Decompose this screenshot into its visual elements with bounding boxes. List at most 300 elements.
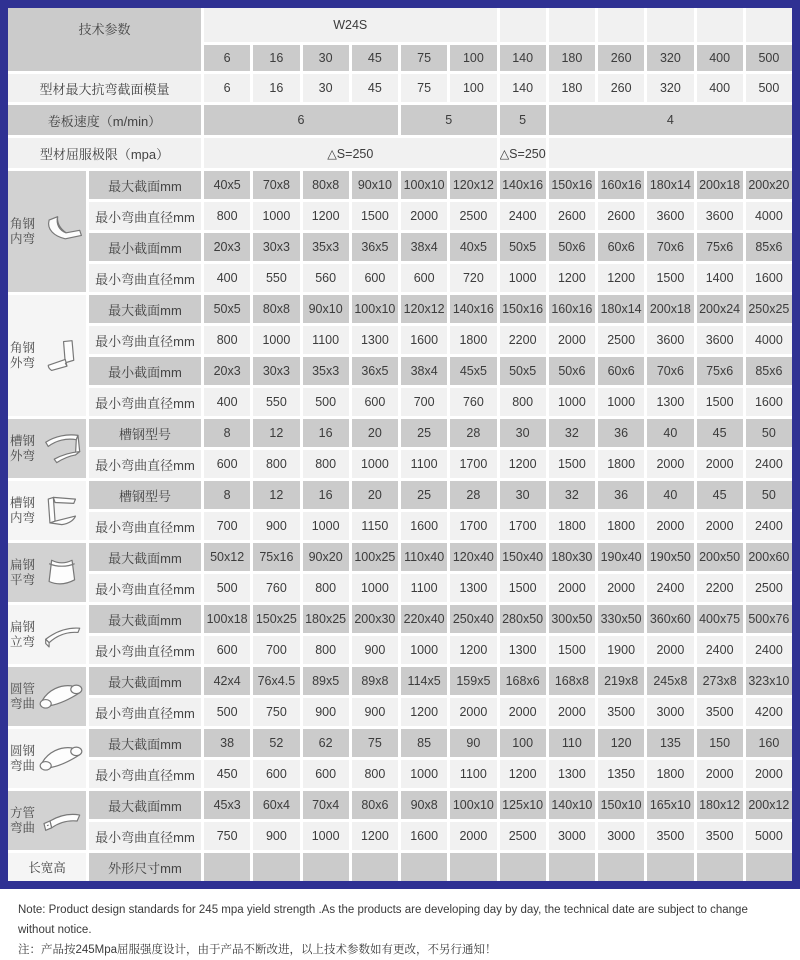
data-cell: 1200 xyxy=(549,264,595,292)
section-label-line: 外弯 xyxy=(9,355,35,370)
data-cell: 85x6 xyxy=(746,233,792,261)
data-cell: 90x8 xyxy=(401,791,447,819)
data-cell: 250x40 xyxy=(450,605,496,633)
data-cell: 75 xyxy=(401,74,447,102)
data-cell: 150x40 xyxy=(500,543,546,571)
data-cell: 100x10 xyxy=(450,791,496,819)
data-cell: 30x3 xyxy=(253,233,299,261)
data-cell: 3500 xyxy=(647,822,693,850)
data-cell: 3500 xyxy=(697,822,743,850)
data-cell: 1600 xyxy=(401,512,447,540)
data-cell xyxy=(253,853,299,881)
data-cell: 1500 xyxy=(352,202,398,230)
data-cell: 100 xyxy=(450,74,496,102)
model-size-cell: 500 xyxy=(746,45,792,71)
span-cell: 6 xyxy=(204,105,398,135)
data-cell: 400 xyxy=(204,264,250,292)
data-cell: 28 xyxy=(450,481,496,509)
data-cell: 70x4 xyxy=(303,791,349,819)
data-cell: 140 xyxy=(500,74,546,102)
header-empty-cell xyxy=(697,8,743,42)
data-cell: 1500 xyxy=(647,264,693,292)
data-cell: 190x50 xyxy=(647,543,693,571)
data-cell: 168x6 xyxy=(500,667,546,695)
channel-outer-bend-icon xyxy=(38,432,84,466)
row-header: 最大截面mm xyxy=(89,295,201,323)
data-cell xyxy=(746,853,792,881)
data-cell: 2200 xyxy=(500,326,546,354)
notes xyxy=(0,889,800,960)
data-cell: 200x12 xyxy=(746,791,792,819)
span-cell: △S=250 xyxy=(204,138,497,168)
data-cell: 89x5 xyxy=(303,667,349,695)
data-cell: 30x3 xyxy=(253,357,299,385)
data-cell: 165x10 xyxy=(647,791,693,819)
data-cell: 32 xyxy=(549,419,595,447)
data-cell: 2500 xyxy=(500,822,546,850)
data-cell: 2000 xyxy=(647,450,693,478)
section-label-line: 平弯 xyxy=(9,572,35,587)
data-cell: 800 xyxy=(352,760,398,788)
data-cell: 3600 xyxy=(697,202,743,230)
data-cell: 900 xyxy=(303,698,349,726)
section-label xyxy=(10,434,35,464)
data-cell: 750 xyxy=(253,698,299,726)
data-cell: 1800 xyxy=(647,760,693,788)
data-cell: 3500 xyxy=(598,698,644,726)
data-cell: 75x16 xyxy=(253,543,299,571)
section-round-pipe-bend xyxy=(8,667,86,726)
data-cell: 150x16 xyxy=(549,171,595,199)
data-cell: 1300 xyxy=(549,760,595,788)
data-cell: 12 xyxy=(253,481,299,509)
data-cell: 200x18 xyxy=(647,295,693,323)
data-cell: 1800 xyxy=(450,326,496,354)
note-zh: 注：产品按245Mpa屈服强度设计，由于产品不断改进，以上技术参数如有更改，不另行通知！ xyxy=(18,944,497,957)
data-cell: 2000 xyxy=(500,698,546,726)
section-label xyxy=(10,496,35,526)
data-cell: 600 xyxy=(204,450,250,478)
header-empty-cell xyxy=(500,8,546,42)
section-label-line: 槽钢 xyxy=(9,495,35,510)
data-cell: 50x6 xyxy=(549,233,595,261)
data-cell: 400 xyxy=(204,388,250,416)
data-cell: 2500 xyxy=(598,326,644,354)
data-cell: 2500 xyxy=(450,202,496,230)
section-label xyxy=(10,558,35,588)
data-cell: 1000 xyxy=(598,388,644,416)
data-cell: 32 xyxy=(549,481,595,509)
data-cell: 70x6 xyxy=(647,357,693,385)
data-cell: 1600 xyxy=(746,264,792,292)
data-cell: 180x14 xyxy=(598,295,644,323)
data-cell: 4000 xyxy=(746,202,792,230)
section-label-line: 扁钢 xyxy=(9,619,35,634)
header-empty-cell xyxy=(549,8,595,42)
data-cell: 120x40 xyxy=(450,543,496,571)
section-angle-outer-bend xyxy=(8,295,86,416)
data-cell: 38 xyxy=(204,729,250,757)
data-cell: 50x12 xyxy=(204,543,250,571)
section-channel-outer-bend xyxy=(8,419,86,478)
data-cell: 1200 xyxy=(352,822,398,850)
data-cell xyxy=(598,853,644,881)
flat-steel-flat-bend-icon xyxy=(38,556,84,590)
header-param-label: 技术参数 xyxy=(8,8,201,71)
model-size-cell: 140 xyxy=(500,45,546,71)
data-cell: 323x10 xyxy=(746,667,792,695)
model-size-cell: 320 xyxy=(647,45,693,71)
data-cell: 90x20 xyxy=(303,543,349,571)
data-cell: 70x8 xyxy=(253,171,299,199)
data-cell: 1500 xyxy=(549,450,595,478)
data-cell: 2000 xyxy=(647,512,693,540)
model-size-cell: 16 xyxy=(253,45,299,71)
span-cell: 5 xyxy=(401,105,497,135)
data-cell: 900 xyxy=(253,512,299,540)
note-en: Note: Product design standards for 245 mpa yield strength .As the products are developing day by day, the technical date are subject to change without notice. xyxy=(18,904,748,937)
data-cell: 80x6 xyxy=(352,791,398,819)
data-cell: 36 xyxy=(598,481,644,509)
data-cell: 200x18 xyxy=(697,171,743,199)
data-cell: 273x8 xyxy=(697,667,743,695)
data-cell: 40x5 xyxy=(450,233,496,261)
row-header: 最大截面mm xyxy=(89,791,201,819)
data-cell: 500 xyxy=(204,698,250,726)
data-cell: 80x8 xyxy=(303,171,349,199)
data-cell: 2400 xyxy=(746,450,792,478)
data-cell: 550 xyxy=(253,388,299,416)
data-cell: 2000 xyxy=(549,574,595,602)
data-cell: 220x40 xyxy=(401,605,447,633)
data-cell: 85x6 xyxy=(746,357,792,385)
data-cell: 180x14 xyxy=(647,171,693,199)
row-header: 最大截面mm xyxy=(89,171,201,199)
data-cell: 600 xyxy=(401,264,447,292)
data-cell xyxy=(401,853,447,881)
data-cell: 560 xyxy=(303,264,349,292)
data-cell: 700 xyxy=(204,512,250,540)
section-square-tube-bend xyxy=(8,791,86,850)
data-cell: 1150 xyxy=(352,512,398,540)
row-header: 最大截面mm xyxy=(89,667,201,695)
data-cell: 2400 xyxy=(746,512,792,540)
data-cell: 45 xyxy=(352,74,398,102)
data-cell: 2000 xyxy=(647,636,693,664)
data-cell: 500 xyxy=(303,388,349,416)
data-cell xyxy=(500,853,546,881)
data-cell: 1300 xyxy=(352,326,398,354)
data-cell: 250x25 xyxy=(746,295,792,323)
section-label-line: 槽钢 xyxy=(9,433,35,448)
data-cell: 180 xyxy=(549,74,595,102)
data-cell: 75x6 xyxy=(697,357,743,385)
data-cell: 320 xyxy=(647,74,693,102)
section-flat-steel-flat-bend xyxy=(8,543,86,602)
channel-inner-bend-icon xyxy=(38,494,84,528)
row-header-yield: 型材屈服极限（mpa） xyxy=(8,138,201,168)
data-cell: 100x10 xyxy=(401,171,447,199)
section-label-line: 弯曲 xyxy=(9,758,35,773)
data-cell: 900 xyxy=(352,636,398,664)
data-cell: 1200 xyxy=(500,760,546,788)
data-cell: 400 xyxy=(697,74,743,102)
model-size-cell: 75 xyxy=(401,45,447,71)
data-cell: 25 xyxy=(401,481,447,509)
data-cell: 50 xyxy=(746,419,792,447)
data-cell: 40 xyxy=(647,419,693,447)
data-cell xyxy=(352,853,398,881)
data-cell: 2400 xyxy=(746,636,792,664)
data-cell: 1100 xyxy=(303,326,349,354)
row-header: 最小截面mm xyxy=(89,233,201,261)
data-cell: 800 xyxy=(500,388,546,416)
section-label-line: 内弯 xyxy=(9,510,35,525)
data-cell: 1500 xyxy=(500,574,546,602)
data-cell: 60x4 xyxy=(253,791,299,819)
data-cell: 1500 xyxy=(549,636,595,664)
data-cell: 1000 xyxy=(303,822,349,850)
data-cell: 760 xyxy=(450,388,496,416)
data-cell: 2000 xyxy=(697,760,743,788)
section-label-line: 圆钢 xyxy=(9,743,35,758)
data-cell: 40 xyxy=(647,481,693,509)
data-cell: 160x16 xyxy=(598,171,644,199)
data-cell: 200x30 xyxy=(352,605,398,633)
data-cell: 90 xyxy=(450,729,496,757)
data-cell: 1700 xyxy=(500,512,546,540)
data-cell: 50 xyxy=(746,481,792,509)
data-cell xyxy=(697,853,743,881)
data-cell: 140x16 xyxy=(500,171,546,199)
data-cell: 900 xyxy=(352,698,398,726)
row-header: 最小弯曲直径mm xyxy=(89,388,201,416)
data-cell: 245x8 xyxy=(647,667,693,695)
data-cell: 500 xyxy=(204,574,250,602)
data-cell: 5000 xyxy=(746,822,792,850)
data-cell: 180x30 xyxy=(549,543,595,571)
round-bar-bend-icon xyxy=(38,742,84,776)
data-cell: 1200 xyxy=(303,202,349,230)
data-cell: 1300 xyxy=(647,388,693,416)
data-cell: 150 xyxy=(697,729,743,757)
data-cell: 1600 xyxy=(401,326,447,354)
data-cell: 90x10 xyxy=(303,295,349,323)
data-cell xyxy=(204,853,250,881)
data-cell: 1200 xyxy=(598,264,644,292)
header-empty-cell xyxy=(598,8,644,42)
section-label xyxy=(10,744,35,774)
data-cell: 45 xyxy=(697,481,743,509)
data-cell xyxy=(450,853,496,881)
section-label-line: 弯曲 xyxy=(9,820,35,835)
data-cell: 110x40 xyxy=(401,543,447,571)
section-dimensions: 长宽高 xyxy=(8,853,86,881)
data-cell: 45 xyxy=(697,419,743,447)
data-cell: 1200 xyxy=(500,450,546,478)
data-cell: 750 xyxy=(204,822,250,850)
data-cell: 2000 xyxy=(746,760,792,788)
data-cell: 1700 xyxy=(450,512,496,540)
data-cell: 90x10 xyxy=(352,171,398,199)
data-cell: 2000 xyxy=(450,698,496,726)
data-cell: 1000 xyxy=(303,512,349,540)
data-cell: 600 xyxy=(352,264,398,292)
section-label xyxy=(10,620,35,650)
data-cell: 114x5 xyxy=(401,667,447,695)
data-cell: 120 xyxy=(598,729,644,757)
data-cell: 2500 xyxy=(746,574,792,602)
data-cell: 3000 xyxy=(598,822,644,850)
row-header: 最大截面mm xyxy=(89,605,201,633)
data-cell: 3600 xyxy=(697,326,743,354)
section-flat-steel-edge-bend xyxy=(8,605,86,664)
row-header: 最小弯曲直径mm xyxy=(89,636,201,664)
model-size-cell: 100 xyxy=(450,45,496,71)
data-cell: 1000 xyxy=(401,636,447,664)
model-size-cell: 6 xyxy=(204,45,250,71)
round-pipe-bend-icon xyxy=(38,680,84,714)
section-angle-inner-bend xyxy=(8,171,86,292)
row-header-dimensions: 外形尺寸mm xyxy=(89,853,201,881)
data-cell: 20x3 xyxy=(204,357,250,385)
section-label xyxy=(10,682,35,712)
data-cell: 550 xyxy=(253,264,299,292)
data-cell: 16 xyxy=(303,481,349,509)
data-cell: 35x3 xyxy=(303,357,349,385)
data-cell: 600 xyxy=(303,760,349,788)
data-cell: 1000 xyxy=(253,326,299,354)
data-cell: 100 xyxy=(500,729,546,757)
data-cell: 160x16 xyxy=(549,295,595,323)
data-cell: 40x5 xyxy=(204,171,250,199)
section-label-line: 内弯 xyxy=(9,231,35,246)
data-cell: 3000 xyxy=(647,698,693,726)
data-cell: 36x5 xyxy=(352,233,398,261)
data-cell: 190x40 xyxy=(598,543,644,571)
data-cell: 720 xyxy=(450,264,496,292)
row-header: 最小弯曲直径mm xyxy=(89,574,201,602)
section-label-line: 立弯 xyxy=(9,634,35,649)
model-size-cell: 45 xyxy=(352,45,398,71)
row-header: 最小弯曲直径mm xyxy=(89,698,201,726)
data-cell: 100x18 xyxy=(204,605,250,633)
section-round-bar-bend xyxy=(8,729,86,788)
data-cell: 100x25 xyxy=(352,543,398,571)
data-cell: 140x10 xyxy=(549,791,595,819)
data-cell: 3600 xyxy=(647,202,693,230)
data-cell: 1500 xyxy=(697,388,743,416)
data-cell: 800 xyxy=(303,450,349,478)
model-name-cell: W24S xyxy=(204,8,497,42)
data-cell: 1600 xyxy=(746,388,792,416)
data-cell: 80x8 xyxy=(253,295,299,323)
data-cell xyxy=(549,853,595,881)
data-cell: 6 xyxy=(204,74,250,102)
data-cell: 110 xyxy=(549,729,595,757)
data-cell: 200x50 xyxy=(697,543,743,571)
data-cell: 30 xyxy=(500,481,546,509)
section-label-line: 方管 xyxy=(9,805,35,820)
data-cell: 16 xyxy=(303,419,349,447)
data-cell: 42x4 xyxy=(204,667,250,695)
data-cell: 1400 xyxy=(697,264,743,292)
row-header: 最小弯曲直径mm xyxy=(89,326,201,354)
data-cell: 800 xyxy=(204,326,250,354)
data-cell: 300x50 xyxy=(549,605,595,633)
data-cell: 60x6 xyxy=(598,357,644,385)
data-cell: 2000 xyxy=(598,574,644,602)
section-label-line: 角钢 xyxy=(9,216,35,231)
data-cell: 20 xyxy=(352,419,398,447)
data-cell: 1000 xyxy=(253,202,299,230)
data-cell: 159x5 xyxy=(450,667,496,695)
data-cell: 125x10 xyxy=(500,791,546,819)
data-cell: 30 xyxy=(303,74,349,102)
data-cell: 4200 xyxy=(746,698,792,726)
model-size-cell: 400 xyxy=(697,45,743,71)
row-header: 最小弯曲直径mm xyxy=(89,202,201,230)
data-cell: 2400 xyxy=(697,636,743,664)
section-label xyxy=(10,217,35,247)
data-cell: 3500 xyxy=(697,698,743,726)
row-header-modulus: 型材最大抗弯截面模量 xyxy=(8,74,201,102)
data-cell: 75x6 xyxy=(697,233,743,261)
data-cell: 38x4 xyxy=(401,357,447,385)
data-cell: 45x3 xyxy=(204,791,250,819)
data-cell: 1000 xyxy=(401,760,447,788)
data-cell: 1800 xyxy=(549,512,595,540)
row-header: 最小弯曲直径mm xyxy=(89,760,201,788)
data-cell: 50x5 xyxy=(500,233,546,261)
data-cell: 2400 xyxy=(500,202,546,230)
data-cell: 52 xyxy=(253,729,299,757)
row-header: 最小截面mm xyxy=(89,357,201,385)
data-cell: 1300 xyxy=(450,574,496,602)
data-cell: 20 xyxy=(352,481,398,509)
data-cell: 1000 xyxy=(352,574,398,602)
data-cell: 1600 xyxy=(401,822,447,850)
data-cell: 1100 xyxy=(401,574,447,602)
span-cell: △S=250 xyxy=(500,138,546,168)
data-cell: 140x16 xyxy=(450,295,496,323)
span-cell: 5 xyxy=(500,105,546,135)
data-cell: 2000 xyxy=(697,450,743,478)
data-cell: 120x12 xyxy=(401,295,447,323)
data-cell: 50x5 xyxy=(204,295,250,323)
data-cell: 85 xyxy=(401,729,447,757)
data-cell: 400x75 xyxy=(697,605,743,633)
row-header: 最小弯曲直径mm xyxy=(89,264,201,292)
data-cell: 30 xyxy=(500,419,546,447)
data-cell: 150x25 xyxy=(253,605,299,633)
square-tube-bend-icon xyxy=(38,804,84,838)
data-cell: 120x12 xyxy=(450,171,496,199)
data-cell: 2200 xyxy=(697,574,743,602)
data-cell: 25 xyxy=(401,419,447,447)
data-cell: 2600 xyxy=(598,202,644,230)
data-cell: 35x3 xyxy=(303,233,349,261)
data-cell: 160 xyxy=(746,729,792,757)
span-cell xyxy=(549,138,792,168)
data-cell: 1800 xyxy=(598,450,644,478)
data-cell: 36 xyxy=(598,419,644,447)
data-cell: 700 xyxy=(253,636,299,664)
data-cell: 60x6 xyxy=(598,233,644,261)
data-cell: 70x6 xyxy=(647,233,693,261)
data-cell: 20x3 xyxy=(204,233,250,261)
section-label-line: 圆管 xyxy=(9,681,35,696)
